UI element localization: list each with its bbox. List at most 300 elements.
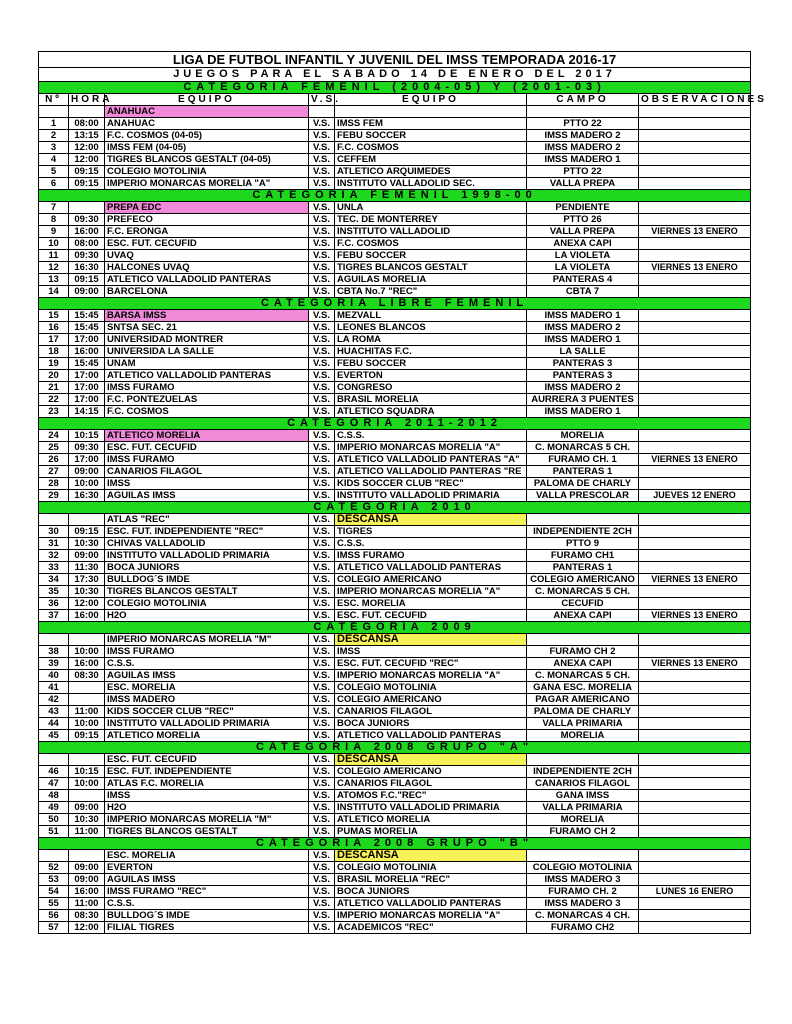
home-team: ESC. FUT. INDEPENDIENTE "REC" (105, 526, 309, 538)
observation (639, 862, 751, 874)
versus-label: V.S. (309, 586, 335, 598)
match-row (39, 574, 751, 586)
home-team: BOCA JUNIORS (105, 562, 309, 574)
match-row (39, 646, 751, 658)
home-team: ESC. FUT. INDEPENDIENTE (105, 766, 309, 778)
observation (639, 322, 751, 334)
observation (639, 106, 751, 118)
match-time: 16:00 (69, 886, 105, 898)
field-name: C. MONARCAS 4 CH. (527, 910, 639, 922)
header-no: Nº (39, 94, 69, 106)
field-name: FURAMO CH 2 (527, 826, 639, 838)
versus-label: V.S. (309, 478, 335, 490)
match-number (39, 514, 69, 526)
match-number: 18 (39, 346, 69, 358)
home-team: KIDS SOCCER CLUB "REC" (105, 706, 309, 718)
category-title: CATEGORIA FEMENIL (2004-05) Y (2001-03) (39, 82, 751, 94)
observation (639, 394, 751, 406)
away-team: IMPERIO MONARCAS MORELIA "A" (335, 670, 527, 682)
category-row (39, 82, 751, 94)
match-row (39, 274, 751, 286)
away-team: IMSS (335, 646, 527, 658)
away-team: FEBU SOCCER (335, 250, 527, 262)
header-row (39, 94, 751, 106)
match-number: 10 (39, 238, 69, 250)
observation: VIERNES 13 ENERO (639, 610, 751, 622)
field-name: FURAMO CH1 (527, 550, 639, 562)
home-team: ATLETICO VALLADOLID PANTERAS (105, 274, 309, 286)
away-team: ACADEMICOS "REC" (335, 922, 527, 934)
match-row (39, 178, 751, 190)
match-row (39, 430, 751, 442)
match-time: 16:30 (69, 262, 105, 274)
match-number: 39 (39, 658, 69, 670)
field-name: IMSS MADERO 1 (527, 334, 639, 346)
field-name: PTTO 9 (527, 538, 639, 550)
observation: VIERNES 13 ENERO (639, 226, 751, 238)
versus-label: V.S. (309, 874, 335, 886)
versus-label: V.S. (309, 598, 335, 610)
match-row (39, 598, 751, 610)
home-team: BULLDOG´S IMDE (105, 910, 309, 922)
field-name: IMSS MADERO 2 (527, 142, 639, 154)
home-team: BARCELONA (105, 286, 309, 298)
observation (639, 670, 751, 682)
field-name: ANEXA CAPI (527, 658, 639, 670)
field-name: FURAMO CH 2 (527, 646, 639, 658)
match-number (39, 754, 69, 766)
field-name: GANA IMSS (527, 790, 639, 802)
match-number: 27 (39, 466, 69, 478)
versus-label: V.S. (309, 550, 335, 562)
match-number: 36 (39, 598, 69, 610)
match-number: 31 (39, 538, 69, 550)
match-time (69, 850, 105, 862)
match-number: 25 (39, 442, 69, 454)
away-team: ATLETICO VALLADOLID PANTERAS "A" (335, 454, 527, 466)
versus-label: V.S. (309, 394, 335, 406)
match-time: 09:00 (69, 466, 105, 478)
versus-label: V.S. (309, 658, 335, 670)
versus-label: V.S. (309, 262, 335, 274)
header-vs: V.S. (309, 94, 335, 106)
versus-label: V.S. (309, 334, 335, 346)
field-name: COLEGIO AMERICANO (527, 574, 639, 586)
observation (639, 370, 751, 382)
field-name: PANTERAS 4 (527, 274, 639, 286)
versus-label: V.S. (309, 322, 335, 334)
match-row (39, 118, 751, 130)
observation (639, 526, 751, 538)
field-name: VALLA PREPA (527, 226, 639, 238)
away-team: ATLETICO VALLADOLID PANTERAS (335, 730, 527, 742)
away-team: COLEGIO AMERICANO (335, 574, 527, 586)
match-time: 12:00 (69, 598, 105, 610)
field-name: ANEXA CAPI (527, 610, 639, 622)
away-team: C.S.S. (335, 430, 527, 442)
match-time: 10:00 (69, 646, 105, 658)
match-number: 55 (39, 898, 69, 910)
category-row (39, 298, 751, 310)
away-team: COLEGIO MOTOLINIA (335, 862, 527, 874)
match-time: 09:00 (69, 874, 105, 886)
versus-label: V.S. (309, 538, 335, 550)
field-name (527, 514, 639, 526)
field-name (527, 754, 639, 766)
match-row (39, 778, 751, 790)
away-team: COLEGIO MOTOLINIA (335, 682, 527, 694)
home-team: C.S.S. (105, 898, 309, 910)
match-number: 22 (39, 394, 69, 406)
observation (639, 706, 751, 718)
versus-label: V.S. (309, 118, 335, 130)
versus-label: V.S. (309, 766, 335, 778)
home-team: COLEGIO MOTOLINIA (105, 598, 309, 610)
match-number: 6 (39, 178, 69, 190)
match-number: 44 (39, 718, 69, 730)
away-team: F.C. COSMOS (335, 142, 527, 154)
field-name: CANARIOS FILAGOL (527, 778, 639, 790)
away-team: TIGRES (335, 526, 527, 538)
versus-label: V.S. (309, 850, 335, 862)
field-name: C. MONARCAS 5 CH. (527, 670, 639, 682)
away-team: LA ROMA (335, 334, 527, 346)
versus-label: V.S. (309, 226, 335, 238)
match-number: 3 (39, 142, 69, 154)
versus-label: V.S. (309, 610, 335, 622)
field-name: INDEPENDIENTE 2CH (527, 526, 639, 538)
home-team: ESC. FUT. CECUFID (105, 442, 309, 454)
category-row (39, 190, 751, 202)
field-name: MORELIA (527, 730, 639, 742)
match-row (39, 514, 751, 526)
away-team: CBTA No.7 "REC" (335, 286, 527, 298)
match-number: 24 (39, 430, 69, 442)
match-time: 17:00 (69, 334, 105, 346)
match-time: 15:45 (69, 322, 105, 334)
subtitle-row (39, 68, 751, 82)
home-team: AGUILAS IMSS (105, 490, 309, 502)
match-time: 09:00 (69, 550, 105, 562)
observation (639, 814, 751, 826)
match-time: 09:15 (69, 178, 105, 190)
home-team: CHIVAS VALLADOLID (105, 538, 309, 550)
versus-label: V.S. (309, 790, 335, 802)
away-team: IMPERIO MONARCAS MORELIA "A" (335, 586, 527, 598)
home-team: ANAHUAC (105, 106, 309, 118)
match-time: 16:00 (69, 226, 105, 238)
field-name: C. MONARCAS 5 CH. (527, 586, 639, 598)
match-time: 09:15 (69, 730, 105, 742)
observation (639, 874, 751, 886)
header-obs: OBSERVACIONES (639, 94, 751, 106)
field-name: IMSS MADERO 1 (527, 406, 639, 418)
match-time: 11:00 (69, 826, 105, 838)
match-row (39, 814, 751, 826)
versus-label: V.S. (309, 430, 335, 442)
versus-label: V.S. (309, 670, 335, 682)
versus-label: V.S. (309, 754, 335, 766)
category-title: CATEGORIA 2009 (39, 622, 751, 634)
category-title: CATEGORIA 2008 GRUPO "A" (39, 742, 751, 754)
versus-label: V.S. (309, 370, 335, 382)
match-row (39, 250, 751, 262)
match-number: 40 (39, 670, 69, 682)
home-team: ATLAS "REC" (105, 514, 309, 526)
match-number (39, 634, 69, 646)
observation (639, 514, 751, 526)
away-team: HUACHITAS F.C. (335, 346, 527, 358)
match-time: 10:30 (69, 814, 105, 826)
match-time: 17:00 (69, 382, 105, 394)
versus-label: V.S. (309, 886, 335, 898)
match-time: 12:00 (69, 922, 105, 934)
match-row (39, 442, 751, 454)
match-time (69, 106, 105, 118)
field-name: ANEXA CAPI (527, 238, 639, 250)
category-row (39, 418, 751, 430)
versus-label: V.S. (309, 922, 335, 934)
away-team: IMSS FURAMO (335, 550, 527, 562)
home-team: H2O (105, 610, 309, 622)
observation (639, 118, 751, 130)
home-team: PREPA EDC (105, 202, 309, 214)
away-team: C.S.S. (335, 538, 527, 550)
home-team: BULLDOG´S IMDE (105, 574, 309, 586)
field-name: VALLA PRIMARIA (527, 802, 639, 814)
versus-label: V.S. (309, 778, 335, 790)
field-name: IMSS MADERO 2 (527, 130, 639, 142)
away-team: COLEGIO AMERICANO (335, 694, 527, 706)
home-team: UNAM (105, 358, 309, 370)
field-name (527, 634, 639, 646)
match-row (39, 682, 751, 694)
match-number: 13 (39, 274, 69, 286)
away-team: UNLA (335, 202, 527, 214)
versus-label: V.S. (309, 514, 335, 526)
match-time: 08:30 (69, 670, 105, 682)
category-title: CATEGORIA FEMENIL 1998-00 (39, 190, 751, 202)
observation (639, 646, 751, 658)
category-title: CATEGORIA LIBRE FEMENIL (39, 298, 751, 310)
versus-label: V.S. (309, 454, 335, 466)
observation (639, 634, 751, 646)
match-row (39, 718, 751, 730)
match-row (39, 490, 751, 502)
match-number: 45 (39, 730, 69, 742)
away-team: ATOMOS F.C."REC" (335, 790, 527, 802)
versus-label: V.S. (309, 202, 335, 214)
away-team: ESC. FUT. CECUFID (335, 610, 527, 622)
home-team: ESC. FUT. CECUFID (105, 238, 309, 250)
away-team: FEBU SOCCER (335, 358, 527, 370)
field-name: VALLA PRESCOLAR (527, 490, 639, 502)
observation (639, 202, 751, 214)
match-number: 34 (39, 574, 69, 586)
away-team: FEBU SOCCER (335, 130, 527, 142)
field-name: LA VIOLETA (527, 262, 639, 274)
home-team: UNIVERSIDA LA SALLE (105, 346, 309, 358)
match-time (69, 634, 105, 646)
match-number: 53 (39, 874, 69, 886)
match-time (69, 514, 105, 526)
observation (639, 682, 751, 694)
observation (639, 778, 751, 790)
away-team: PUMAS MORELIA (335, 826, 527, 838)
versus-label: V.S. (309, 382, 335, 394)
match-row (39, 154, 751, 166)
home-team: HALCONES UVAQ (105, 262, 309, 274)
match-time: 16:00 (69, 610, 105, 622)
match-number: 37 (39, 610, 69, 622)
field-name: PAGAR AMERICANO (527, 694, 639, 706)
header-equipo: EQUIPO (105, 94, 309, 106)
versus-label: V.S. (309, 310, 335, 322)
home-team: IMPERIO MONARCAS MORELIA "M" (105, 634, 309, 646)
match-number: 48 (39, 790, 69, 802)
field-name: PANTERAS 1 (527, 562, 639, 574)
match-row (39, 550, 751, 562)
home-team: IMSS MADERO (105, 694, 309, 706)
versus-label: V.S. (309, 682, 335, 694)
versus-label: V.S. (309, 694, 335, 706)
away-team: BOCA JUNIORS (335, 718, 527, 730)
home-team: ATLETICO MORELIA (105, 730, 309, 742)
away-team: CEFFEM (335, 154, 527, 166)
match-number: 46 (39, 766, 69, 778)
page-title: LIGA DE FUTBOL INFANTIL Y JUVENIL DEL IMSS TEMPORADA 2016-17 (39, 52, 751, 68)
match-time: 16:00 (69, 346, 105, 358)
match-row (39, 694, 751, 706)
home-team: IMSS FURAMO (105, 646, 309, 658)
match-row (39, 142, 751, 154)
home-team: INSTITUTO VALLADOLID PRIMARIA (105, 718, 309, 730)
home-team: H2O (105, 802, 309, 814)
match-number: 32 (39, 550, 69, 562)
away-team: BRASIL MORELIA "REC" (335, 874, 527, 886)
match-time: 09:30 (69, 250, 105, 262)
observation (639, 214, 751, 226)
observation (639, 802, 751, 814)
away-team: ATLETICO VALLADOLID PANTERAS (335, 562, 527, 574)
match-time: 09:30 (69, 214, 105, 226)
match-row (39, 454, 751, 466)
match-number: 43 (39, 706, 69, 718)
away-team: ATLETICO MORELIA (335, 814, 527, 826)
match-number: 51 (39, 826, 69, 838)
field-name: VALLA PRIMARIA (527, 718, 639, 730)
versus-label: V.S. (309, 574, 335, 586)
observation (639, 382, 751, 394)
match-row (39, 382, 751, 394)
field-name: IMSS MADERO 1 (527, 154, 639, 166)
field-name: FURAMO CH. 2 (527, 886, 639, 898)
away-team: ATLETICO ARQUIMEDES (335, 166, 527, 178)
home-team: TIGRES BLANCOS GESTALT (105, 586, 309, 598)
page-subtitle: JUEGOS PARA EL SABADO 14 DE ENERO DEL 2017 (39, 68, 751, 82)
observation (639, 130, 751, 142)
match-row (39, 850, 751, 862)
away-team: BRASIL MORELIA (335, 394, 527, 406)
field-name: INDEPENDIENTE 2CH (527, 766, 639, 778)
match-number (39, 106, 69, 118)
match-number (39, 850, 69, 862)
match-number: 56 (39, 910, 69, 922)
observation (639, 430, 751, 442)
versus-label: V.S. (309, 466, 335, 478)
field-name: COLEGIO MOTOLINIA (527, 862, 639, 874)
field-name: IMSS MADERO 3 (527, 898, 639, 910)
match-time: 16:00 (69, 658, 105, 670)
away-team: DESCANSA (335, 634, 527, 646)
match-time: 08:00 (69, 118, 105, 130)
match-number: 21 (39, 382, 69, 394)
match-row (39, 406, 751, 418)
match-row (39, 910, 751, 922)
match-row (39, 334, 751, 346)
versus-label: V.S. (309, 898, 335, 910)
schedule-table (38, 51, 767, 934)
field-name: PALOMA DE CHARLY (527, 478, 639, 490)
away-team: AGUILAS MORELIA (335, 274, 527, 286)
observation: LUNES 16 ENERO (639, 886, 751, 898)
observation (639, 442, 751, 454)
match-time: 10:00 (69, 718, 105, 730)
home-team: IMSS FURAMO (105, 454, 309, 466)
home-team: F.C. ERONGA (105, 226, 309, 238)
match-row (39, 130, 751, 142)
home-team: ESC. FUT. CECUFID (105, 754, 309, 766)
match-number: 41 (39, 682, 69, 694)
match-number: 35 (39, 586, 69, 598)
versus-label: V.S. (309, 826, 335, 838)
match-number: 16 (39, 322, 69, 334)
observation (639, 142, 751, 154)
header-hora: HORA (69, 94, 105, 106)
home-team: CANARIOS FILAGOL (105, 466, 309, 478)
match-row (39, 922, 751, 934)
observation (639, 766, 751, 778)
match-row (39, 862, 751, 874)
category-row (39, 622, 751, 634)
away-team: DESCANSA (335, 754, 527, 766)
away-team: TIGRES BLANCOS GESTALT (335, 262, 527, 274)
home-team: INSTITUTO VALLADOLID PRIMARIA (105, 550, 309, 562)
match-time: 09:00 (69, 802, 105, 814)
match-number: 23 (39, 406, 69, 418)
versus-label: V.S. (309, 634, 335, 646)
versus-label: V.S. (309, 214, 335, 226)
match-row (39, 286, 751, 298)
away-team: IMPERIO MONARCAS MORELIA "A" (335, 910, 527, 922)
observation (639, 850, 751, 862)
home-team: UVAQ (105, 250, 309, 262)
away-team: LEONES BLANCOS (335, 322, 527, 334)
field-name: MORELIA (527, 814, 639, 826)
home-team: ATLETICO MORELIA (105, 430, 309, 442)
match-number: 19 (39, 358, 69, 370)
match-time: 08:30 (69, 910, 105, 922)
match-time: 11:00 (69, 706, 105, 718)
match-row (39, 898, 751, 910)
match-time: 14:15 (69, 406, 105, 418)
observation (639, 334, 751, 346)
match-row (39, 706, 751, 718)
home-team: ANAHUAC (105, 118, 309, 130)
match-time: 11:00 (69, 898, 105, 910)
match-number: 42 (39, 694, 69, 706)
match-number: 50 (39, 814, 69, 826)
